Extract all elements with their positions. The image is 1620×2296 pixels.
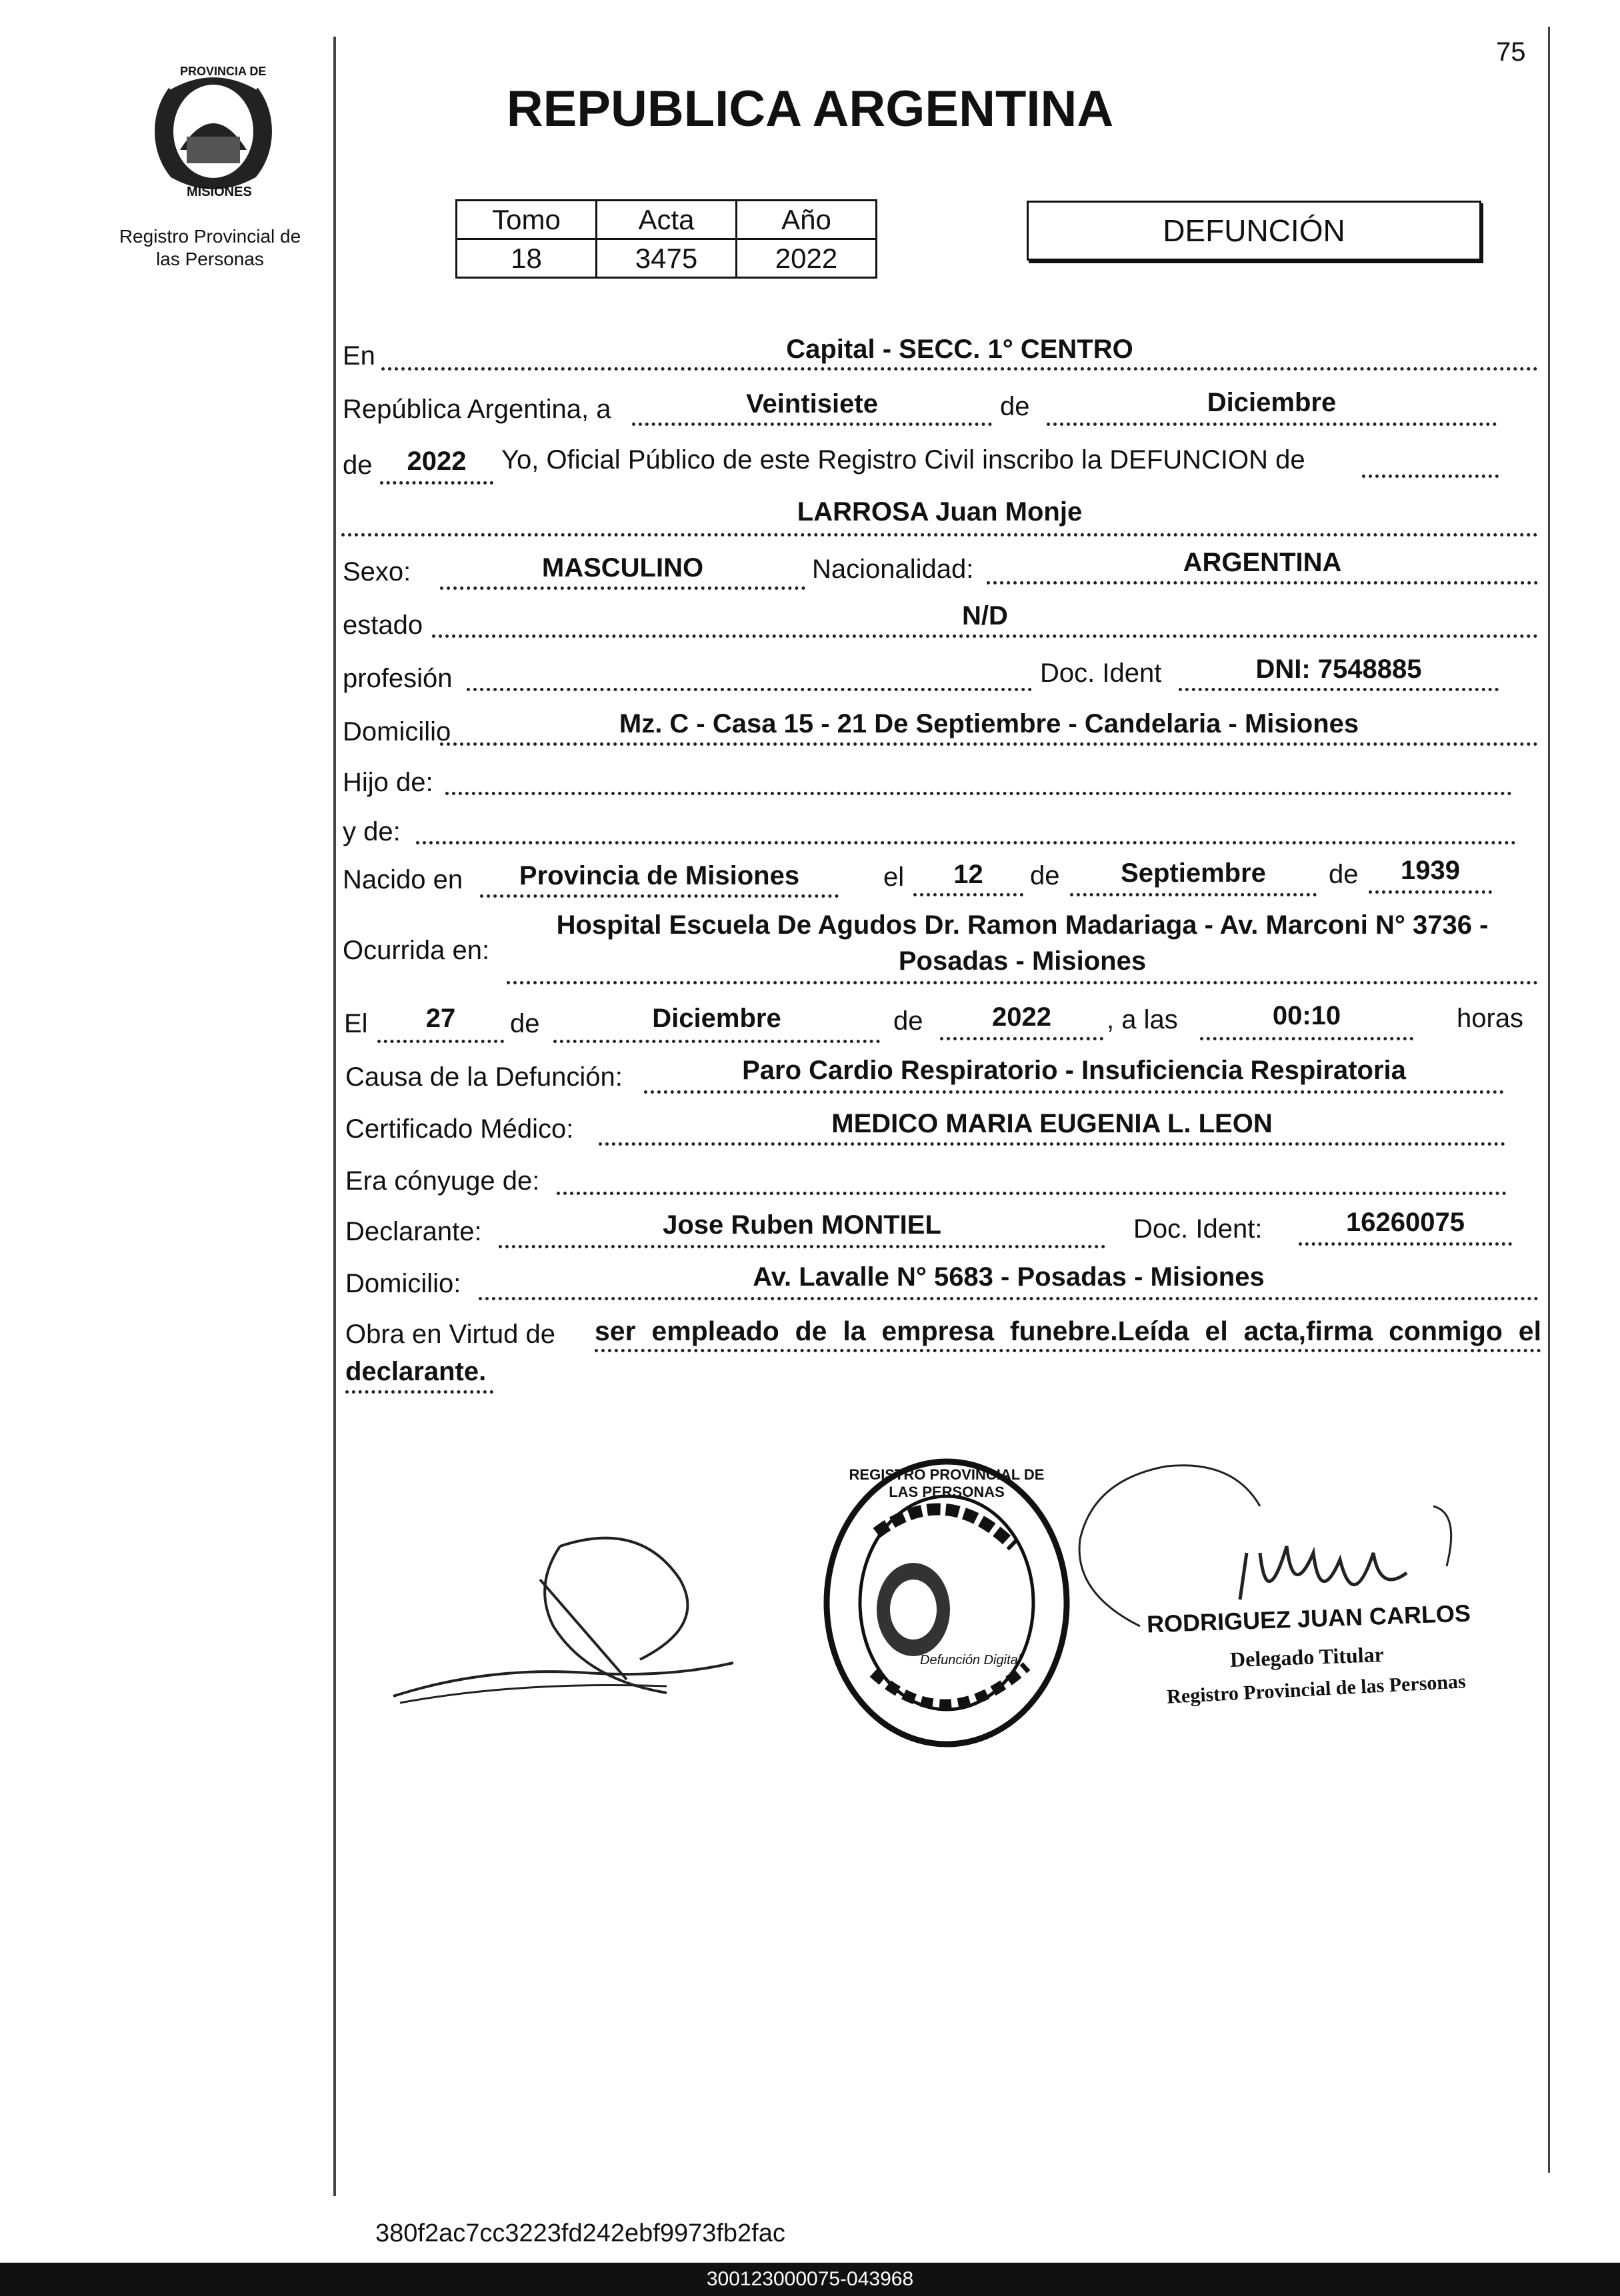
- official-seal: [813, 1453, 1080, 1753]
- month-line: [1047, 423, 1497, 426]
- death-de-1: de: [510, 1009, 540, 1038]
- day-value: Veintisiete: [746, 389, 878, 419]
- de-label: de: [1000, 392, 1030, 421]
- table-value-tomo: 18: [457, 239, 597, 278]
- estado-line: [432, 634, 1538, 638]
- seal-inner-text: Defunción Digital: [920, 1653, 1021, 1668]
- year-value: 2022: [407, 447, 467, 476]
- nacido-value: Provincia de Misiones: [519, 861, 800, 890]
- conyuge-label: Era cónyuge de:: [345, 1166, 540, 1196]
- year-prefix: de: [343, 451, 373, 480]
- death-month-line: [553, 1040, 880, 1043]
- registry-name: [100, 225, 320, 271]
- registry-line-2: las Personas: [156, 249, 264, 269]
- hijo-line: [445, 792, 1512, 795]
- doc-ident-label: Doc. Ident: [1040, 658, 1162, 688]
- right-margin-line: [1548, 27, 1550, 2173]
- registrar-office: Registro Provincial de las Personas: [1166, 1670, 1467, 1708]
- profesion-line: [467, 688, 1032, 691]
- doc-ident-value: DNI: 7548885: [1255, 654, 1422, 684]
- obra-label: Obra en Virtud de: [345, 1320, 556, 1349]
- birth-day: 12: [953, 860, 983, 889]
- en-label: En: [343, 341, 375, 371]
- nacionalidad-value: ARGENTINA: [1183, 548, 1342, 577]
- death-month: Diciembre: [652, 1004, 781, 1033]
- obra-line-1: [595, 1349, 1541, 1352]
- birth-de-1: de: [1030, 861, 1060, 890]
- horas-label: horas: [1457, 1004, 1524, 1033]
- decl-dom-value: Av. Lavalle N° 5683 - Posadas - Misiones: [753, 1262, 1265, 1292]
- nacido-line: [480, 894, 839, 898]
- death-time-line: [1200, 1037, 1413, 1040]
- death-day-line: [377, 1040, 504, 1043]
- registrar-name: RODRIGUEZ JUAN CARLOS: [1146, 1599, 1471, 1638]
- domicilio-value: Mz. C - Casa 15 - 21 De Septiembre - Candelaria - Misiones: [619, 709, 1359, 738]
- sexo-line: [440, 586, 805, 590]
- table-header-tomo: Tomo: [457, 201, 597, 239]
- birth-month: Septiembre: [1121, 858, 1266, 888]
- ocurrida-line: [507, 981, 1538, 984]
- footer-code: 300123000075-043968: [0, 2263, 1620, 2296]
- nacionalidad-line: [987, 581, 1538, 584]
- doc-ident-line: [1179, 688, 1499, 691]
- en-line: [381, 367, 1538, 371]
- decl-doc-line: [1299, 1242, 1512, 1246]
- profesion-label: profesión: [343, 664, 453, 693]
- yo-line: [1362, 475, 1499, 478]
- record-table: [455, 199, 877, 279]
- declarant-signature: [387, 1506, 747, 1720]
- obra-line-2: [345, 1390, 493, 1394]
- declarante-value: Jose Ruben MONTIEL: [663, 1210, 941, 1240]
- certificado-value: MEDICO MARIA EUGENIA L. LEON: [831, 1109, 1273, 1138]
- alas-label: , a las: [1107, 1005, 1178, 1034]
- logo-text-top: PROVINCIA DE: [180, 65, 267, 78]
- day-line: [632, 423, 992, 426]
- death-de-2: de: [893, 1006, 923, 1036]
- estado-label: estado: [343, 610, 423, 640]
- page-number: 75: [1496, 37, 1526, 67]
- seal-text: REGISTRO PROVINCIAL DE LAS PERSONAS: [849, 1466, 1045, 1500]
- deceased-name: LARROSA Juan Monje: [797, 497, 1083, 527]
- document-hash: 380f2ac7cc3223fd242ebf9973fb2fac: [375, 2219, 785, 2247]
- ocurrida-line-1: Hospital Escuela De Agudos Dr. Ramon Madariaga - Av. Marconi N° 3736 -: [556, 910, 1489, 940]
- obra-value-1: ser empleado de la empresa funebre.Leída el acta,firma conmigo el: [595, 1316, 1541, 1346]
- logo-text-bottom: MISIONES: [187, 185, 252, 199]
- death-year-line: [940, 1037, 1103, 1040]
- birth-day-line: [913, 893, 1023, 896]
- page-title: REPUBLICA ARGENTINA: [506, 81, 1114, 137]
- certificado-line: [599, 1142, 1505, 1146]
- causa-line: [644, 1090, 1504, 1094]
- declarante-line: [499, 1245, 1105, 1248]
- republica-label: República Argentina, a: [343, 395, 611, 424]
- decl-dom-line: [479, 1297, 1539, 1300]
- sexo-value: MASCULINO: [541, 553, 704, 582]
- birth-month-line: [1070, 893, 1317, 896]
- el2-label: El: [344, 1009, 368, 1038]
- table-value-anio: 2022: [737, 239, 877, 278]
- decl-doc-label: Doc. Ident:: [1133, 1214, 1263, 1244]
- estado-value: N/D: [962, 601, 1008, 630]
- ocurrida-line-2: Posadas - Misiones: [898, 946, 1147, 976]
- yo-text: Yo, Oficial Público de este Registro Civil inscribo la DEFUNCION de: [501, 445, 1305, 475]
- year-line: [380, 481, 493, 485]
- table-header-acta: Acta: [597, 201, 737, 239]
- death-day: 27: [425, 1004, 456, 1033]
- hijo-label: Hijo de:: [343, 768, 433, 797]
- decl-doc-value: 16260075: [1346, 1208, 1465, 1237]
- decl-dom-label: Domicilio:: [345, 1269, 461, 1298]
- causa-value: Paro Cardio Respiratorio - Insuficiencia Respiratoria: [742, 1056, 1406, 1085]
- name-line: [341, 533, 1538, 537]
- sexo-label: Sexo:: [343, 557, 411, 586]
- y-de-line: [416, 841, 1516, 844]
- left-margin-line: [333, 37, 336, 2196]
- obra-value-2: declarante.: [345, 1357, 487, 1386]
- domicilio-line: [440, 742, 1538, 746]
- nacionalidad-label: Nacionalidad:: [812, 555, 974, 584]
- y-de-label: y de:: [343, 817, 401, 846]
- document-type-box: DEFUNCIÓN: [1027, 201, 1481, 261]
- month-value: Diciembre: [1207, 388, 1337, 417]
- el-label: el: [883, 862, 905, 892]
- declarante-label: Declarante:: [345, 1217, 482, 1246]
- ocurrida-label: Ocurrida en:: [343, 936, 490, 965]
- causa-label: Causa de la Defunción:: [345, 1062, 623, 1092]
- table-value-acta: 3475: [597, 239, 737, 278]
- certificado-label: Certificado Médico:: [345, 1114, 574, 1144]
- conyuge-line: [557, 1192, 1507, 1195]
- birth-year: 1939: [1401, 856, 1460, 885]
- domicilio-label: Domicilio: [343, 717, 451, 746]
- birth-year-line: [1369, 890, 1492, 894]
- death-year: 2022: [992, 1002, 1051, 1032]
- birth-de-2: de: [1329, 860, 1359, 889]
- en-value: Capital - SECC. 1° CENTRO: [786, 335, 1133, 364]
- registrar-role: Delegado Titular: [1229, 1642, 1385, 1672]
- registry-line-1: Registro Provincial de: [119, 226, 301, 247]
- nacido-label: Nacido en: [343, 865, 463, 894]
- table-header-anio: Año: [737, 201, 877, 239]
- death-time: 00:10: [1272, 1001, 1341, 1030]
